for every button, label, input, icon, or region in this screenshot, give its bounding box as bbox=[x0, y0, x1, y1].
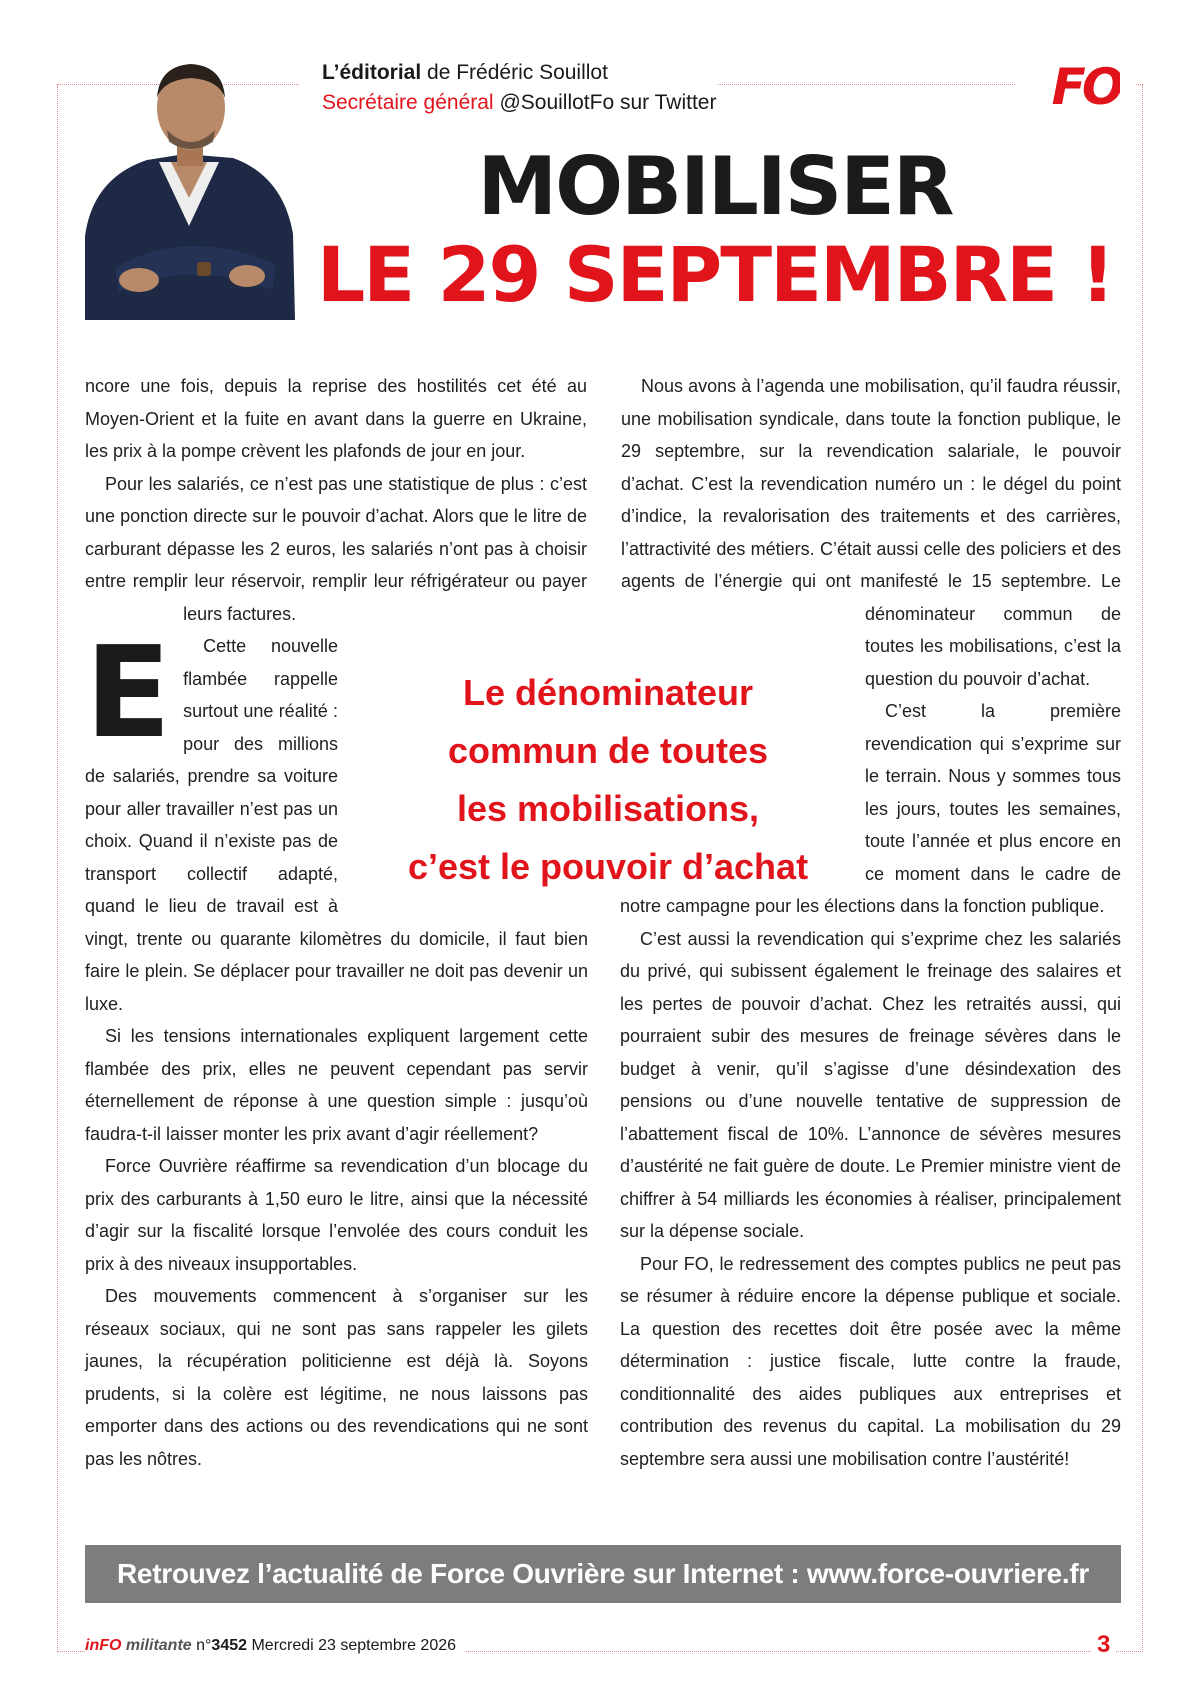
issue-number: 3452 bbox=[211, 1637, 248, 1654]
article-paragraph: Des mouvements commencent à s’organiser sur les réseaux sociaux, qui ne sont pas sans rappeler les gilets jaunes, la récupération politicienne est déjà là. Soyons prudents, si la colère est légitime, ne nous laissons pas emporter dans des actions ou des revendications qui ne sont pas les nôtres. bbox=[85, 1286, 588, 1469]
drop-cap: E bbox=[85, 619, 172, 766]
issue-prefix: n° bbox=[191, 1637, 212, 1654]
page-number: 3 bbox=[1091, 1630, 1116, 1660]
footer-publication: militante bbox=[121, 1637, 192, 1654]
article-paragraph: C’est la première revendication qui s’exprime sur le terrain. Nous y sommes tous les jours, toutes les semaines, toute l’année et plus encore en ce moment dans le cadre de notre campagne pour les élections dans la fonction publique. bbox=[620, 701, 1121, 916]
headline bbox=[300, 140, 1130, 319]
author-role: Secrétaire général bbox=[322, 91, 494, 114]
website-banner[interactable]: Retrouvez l’actualité de Force Ouvrière sur Internet : www.force-ouvriere.fr bbox=[85, 1545, 1121, 1603]
article-paragraph: Si les tensions internationales expliquent largement cette flambée des prix, elles ne peuvent cependant pas servir éternellement de réponse à une question simple : jusqu’où faudra-t-il laisser monter les prix avant d’agir réellement? bbox=[85, 1026, 588, 1144]
article-paragraph: Pour les salariés, ce n’est pas une statistique de plus : c’est une ponction directe sur le pouvoir d’achat. Alors que le litre de carburant dépasse les 2 euros, les salariés n’ont pas à choisir entre remplir leur réservoir, remplir leur réfrigérateur ou payer leurs factures. bbox=[85, 473, 587, 624]
fo-logo-text: FO bbox=[1052, 58, 1120, 116]
article-paragraph: E ncore une fois, depuis la reprise des hostilités cet été au Moyen-Orient et la fuite en avant dans la guerre en Ukraine, les prix à la pompe crèvent les plafonds de jour en jour. bbox=[85, 376, 587, 766]
article-column-right bbox=[620, 370, 1121, 1475]
author-portrait bbox=[85, 58, 295, 320]
pull-quote-line: les mobilisations, bbox=[456, 788, 760, 829]
pull-quote-line: Le dénominateur bbox=[462, 672, 754, 713]
pull-quote bbox=[368, 664, 848, 896]
pull-quote-line: commun de toutes bbox=[447, 730, 769, 771]
headline-line2: LE 29 SEPTEMBRE ! bbox=[316, 230, 1114, 319]
editorial-label: L’éditorial bbox=[322, 61, 422, 84]
footer bbox=[85, 1634, 466, 1658]
issue-date: Mercredi 23 septembre 2026 bbox=[247, 1637, 457, 1654]
article-paragraph: C’est aussi la revendication qui s’exprime chez les salariés du privé, qui subissent également le freinage des salaires et les pertes de pouvoir d’achat. Chez les retraités aussi, qui pourraient subir des mesures de freinage sévères dans le budget à venir, qu’il s’agisse d’une désindexation des pensions ou d’une nouvelle tentative de suppression de l’abattement fiscal de 10%. L’annonce de sévères mesures d’austérité ne fait guère de doute. Le Premier ministre vient de chiffrer à 54 milliards les économies à réaliser, principalement sur la dépense sociale. bbox=[620, 928, 1121, 1241]
article-paragraph: Nous avons à l’agenda une mobilisation, qu’il faudra réussir, une mobilisation syndicale, dans toute la fonction publique, le 29 septembre, sur la revendication salariale, le pouvoir d’achat. C’est la revendication numéro un : le dégel du point d’indice, la revalorisation des traitements et des carrières, l’attractivité des métiers. C’était aussi celle des policiers et des agents de l’énergie qui ont manifesté le 15 septembre. Le dénominateur commun de toutes les mobilisations, c’est la question du pouvoir d’achat. bbox=[621, 376, 1121, 689]
pull-quote-line: c’est le pouvoir d’achat bbox=[407, 846, 809, 887]
fo-logo bbox=[1052, 52, 1120, 118]
article-paragraph: Cette nouvelle flambée rappelle surtout une réalité : pour des millions de salariés, prendre sa voiture pour aller travailler n’est pas un choix. Quand il n’existe pas de transport collectif adapté, quand le lieu de travail est à vingt, trente ou quarante kilomètres du domicile, il faut bien faire le plein. Se déplacer pour travailler ne doit pas devenir un luxe. bbox=[85, 636, 588, 1014]
editorial-byline bbox=[322, 58, 716, 118]
twitter-handle: @SouillotFo sur Twitter bbox=[493, 91, 717, 114]
footer-brand-logo: inFO bbox=[85, 1637, 122, 1654]
article-paragraph: Pour FO, le redressement des comptes publics ne peut pas se résumer à réduire encore la dépense publique et sociale. La question des recettes doit être posée avec la même détermination : justice fiscale, lutte contre la fraude, conditionnalité des aides publiques aux entreprises et contribution des revenus du capital. La mobilisation du 29 septembre sera aussi une mobilisation contre l’austérité! bbox=[620, 1253, 1121, 1469]
article-paragraph: Force Ouvrière réaffirme sa revendication d’un blocage du prix des carburants à 1,50 euro le litre, ainsi que la nécessité d’agir sur la fiscalité lorsque l’envolée des cours conduit les prix à des niveaux insupportables. bbox=[85, 1156, 588, 1274]
author-name: de Frédéric Souillot bbox=[421, 61, 608, 84]
article-column-left bbox=[85, 370, 588, 1475]
headline-line1: MOBILISER bbox=[477, 140, 953, 233]
